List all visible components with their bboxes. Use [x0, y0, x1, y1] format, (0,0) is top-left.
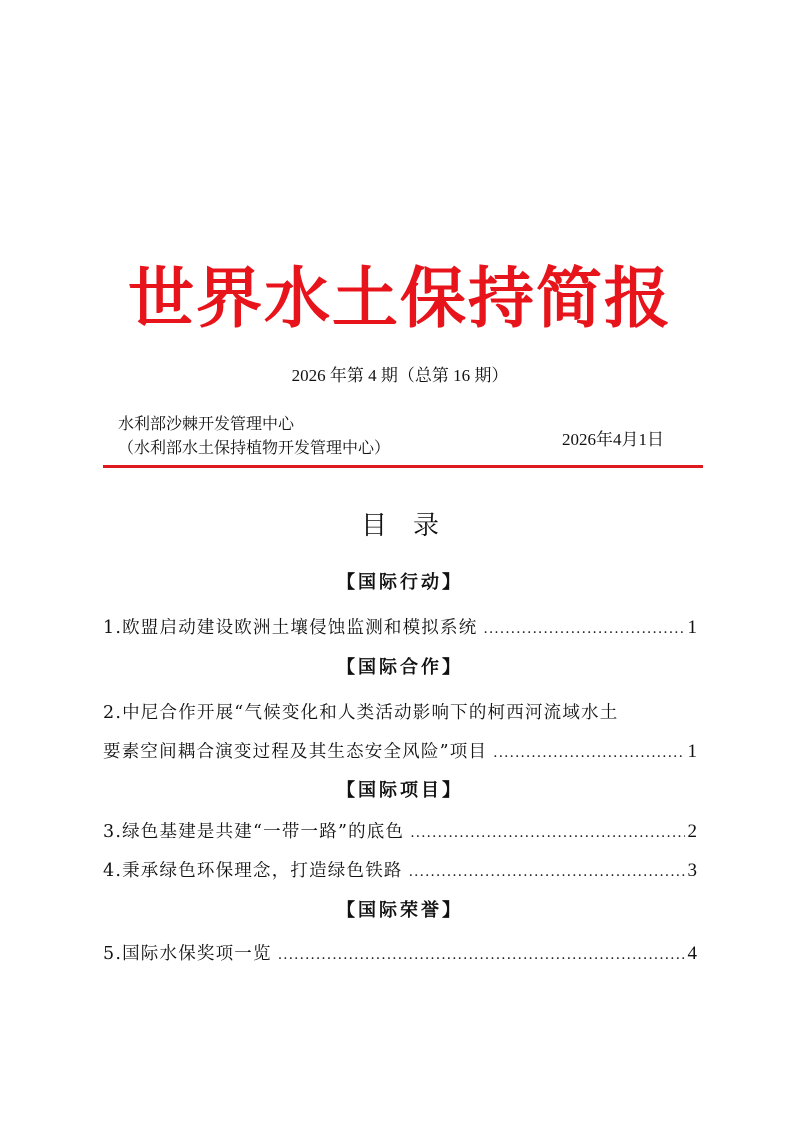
toc-entry-title: 4.秉承绿色环保理念，打造绿色铁路 [103, 861, 403, 881]
toc-entry[interactable] [103, 857, 697, 886]
publication-date: 2026年4月1日 [562, 430, 664, 449]
toc-heading: 目录 [360, 511, 465, 541]
toc-entry[interactable] [103, 738, 697, 767]
bulletin-title: 世界水土保持简报 [128, 259, 672, 337]
issue-number: 2026 年第 4 期（总第 16 期） [291, 366, 509, 385]
toc-entry-title: 5.国际水保奖项一览 [103, 944, 272, 964]
toc-entry-page: 1 [687, 617, 697, 638]
dot-leader [278, 941, 685, 969]
toc-section-international-honors: 【国际荣誉】 [337, 900, 463, 921]
toc-entry[interactable] [103, 614, 697, 643]
toc-entry-title-line1[interactable]: 2.中尼合作开展“气候变化和人类活动影响下的柯西河流域水土 [103, 703, 619, 723]
toc-entry[interactable] [103, 940, 697, 969]
toc-entry-page: 2 [687, 821, 697, 842]
publisher-name: 水利部沙棘开发管理中心 [118, 414, 295, 433]
toc-section-international-action: 【国际行动】 [337, 572, 463, 593]
masthead-divider [103, 465, 703, 468]
toc-section-international-cooperation: 【国际合作】 [337, 657, 463, 678]
toc-entry-page: 1 [687, 741, 697, 762]
dot-leader [483, 615, 684, 643]
toc-entry-title: 1.欧盟启动建设欧洲土壤侵蚀监测和模拟系统 [103, 618, 478, 638]
dot-leader [409, 858, 685, 886]
toc-entry-title-line2: 要素空间耦合演变过程及其生态安全风险”项目 [103, 742, 488, 762]
dot-leader [410, 819, 684, 847]
toc-entry-page: 3 [687, 860, 697, 881]
publisher [118, 412, 390, 460]
toc-entry-title: 3.绿色基建是共建“一带一路”的底色 [103, 822, 405, 842]
publisher-alt-name: （水利部水土保持植物开发管理中心） [118, 438, 391, 457]
toc-section-international-projects: 【国际项目】 [337, 780, 463, 801]
toc-entry[interactable] [103, 818, 697, 847]
toc-entry-page: 4 [687, 943, 697, 964]
dot-leader [493, 739, 684, 767]
